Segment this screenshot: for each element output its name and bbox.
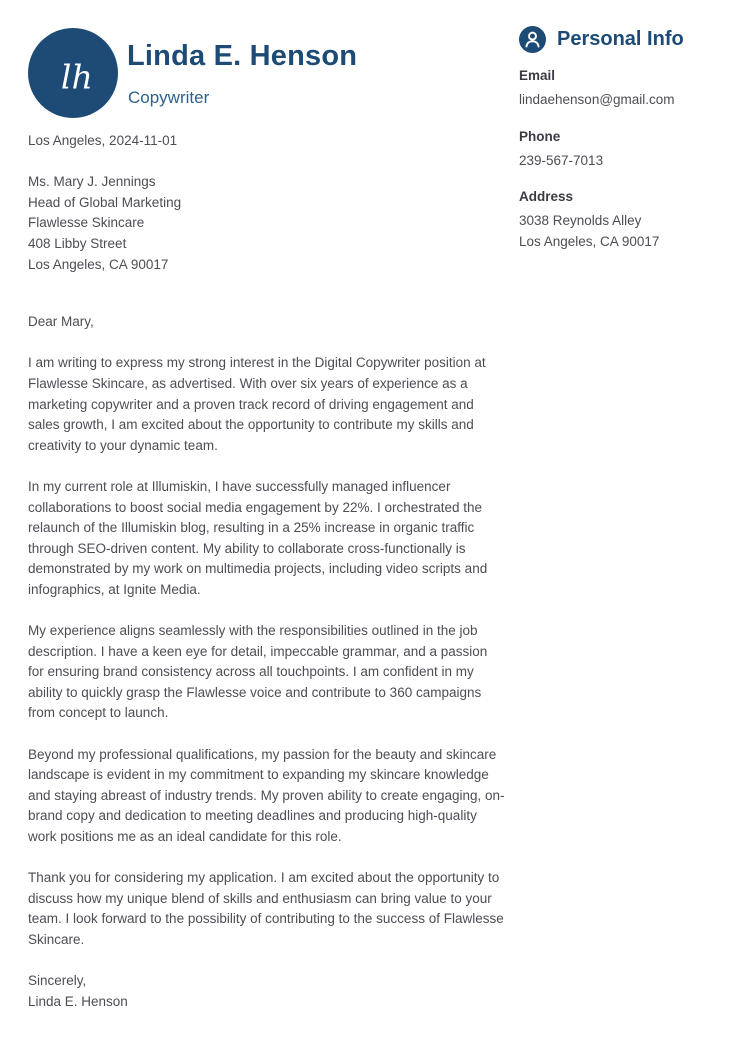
phone-value: 239-567-7013 [519,152,604,168]
address-line-2: Los Angeles, CA 90017 [519,233,660,249]
address-label: Address [519,189,574,204]
avatar-initials: lh [60,57,93,97]
recipient-company: Flawlesse Skincare [28,215,145,231]
paragraph-4: Beyond my professional qualifications, my passion for the beauty and skincare landscape is evident in my commitment to expanding my skincare knowledge and staying abreast of industry trends. My proven ability to create engaging, on-brand copy and dedication to meeting deadlines and producing high-quality work positions me as an ideal candidate for this role. [28,746,505,844]
personal-info-title: Personal Info [557,28,684,50]
paragraph-2: In my current role at Illumiskin, I have successfully managed influencer collaborations to boost social media engagement by 22%. I orchestrated the relaunch of the Illumiskin blog, resulting in a 25% increase in organic traffic through SEO-driven content. My ability to collaborate cross-functionally is demonstrated by my work on multimedia projects, including video scripts and infographics, at Ignite Media. [28,478,488,597]
page-title: Linda E. Henson [127,40,358,72]
recipient-city: Los Angeles, CA 90017 [28,256,169,272]
personal-info-heading [519,26,735,53]
recipient-street: 408 Libby Street [28,235,127,251]
closing-block [28,971,506,1012]
person-icon [519,26,546,53]
recipient-name: Ms. Mary J. Jennings [28,174,156,190]
avatar [28,28,118,118]
field-email [519,68,735,111]
dateline: Los Angeles, 2024-11-01 [28,133,178,148]
personal-info-section [519,26,735,270]
closing: Sincerely, [28,973,87,989]
salutation: Dear Mary, [28,314,94,330]
letter-body [28,131,506,1012]
email-value: lindaehenson@gmail.com [519,92,675,107]
recipient-role: Head of Global Marketing [28,194,182,210]
field-phone [519,129,735,172]
field-address [519,189,735,252]
job-subtitle: Copywriter [128,88,210,107]
paragraph-3: My experience aligns seamlessly with the responsibilities outlined in the job description. I have a keen eye for detail, impeccable grammar, and a passion for ensuring brand consistency across all touchpoints. I am confident in my ability to quickly grasp the Flawlesse voice and contribute to 360 campaigns from concept to launch. [28,623,488,721]
email-label: Email [519,68,556,83]
address-line-1: 3038 Reynolds Alley [519,213,642,228]
paragraph-1: I am writing to express my strong interest in the Digital Copywriter position at Flawlesse Skincare, as advertised. With over six years of experience as a marketing copywriter and a proven track record of driving engagement and sales growth, I am excited about the opportunity to contribute my skills and creativity to your dynamic team. [28,355,486,453]
recipient-block [28,172,506,275]
signature: Linda E. Henson [28,993,128,1009]
phone-label: Phone [519,128,561,144]
paragraph-5: Thank you for considering my application. I am excited about the opportunity to discuss how my unique blend of skills and enthusiasm can bring value to your team. I look forward to the possibility of contributing to the success of Flawlesse Skincare. [28,870,504,947]
